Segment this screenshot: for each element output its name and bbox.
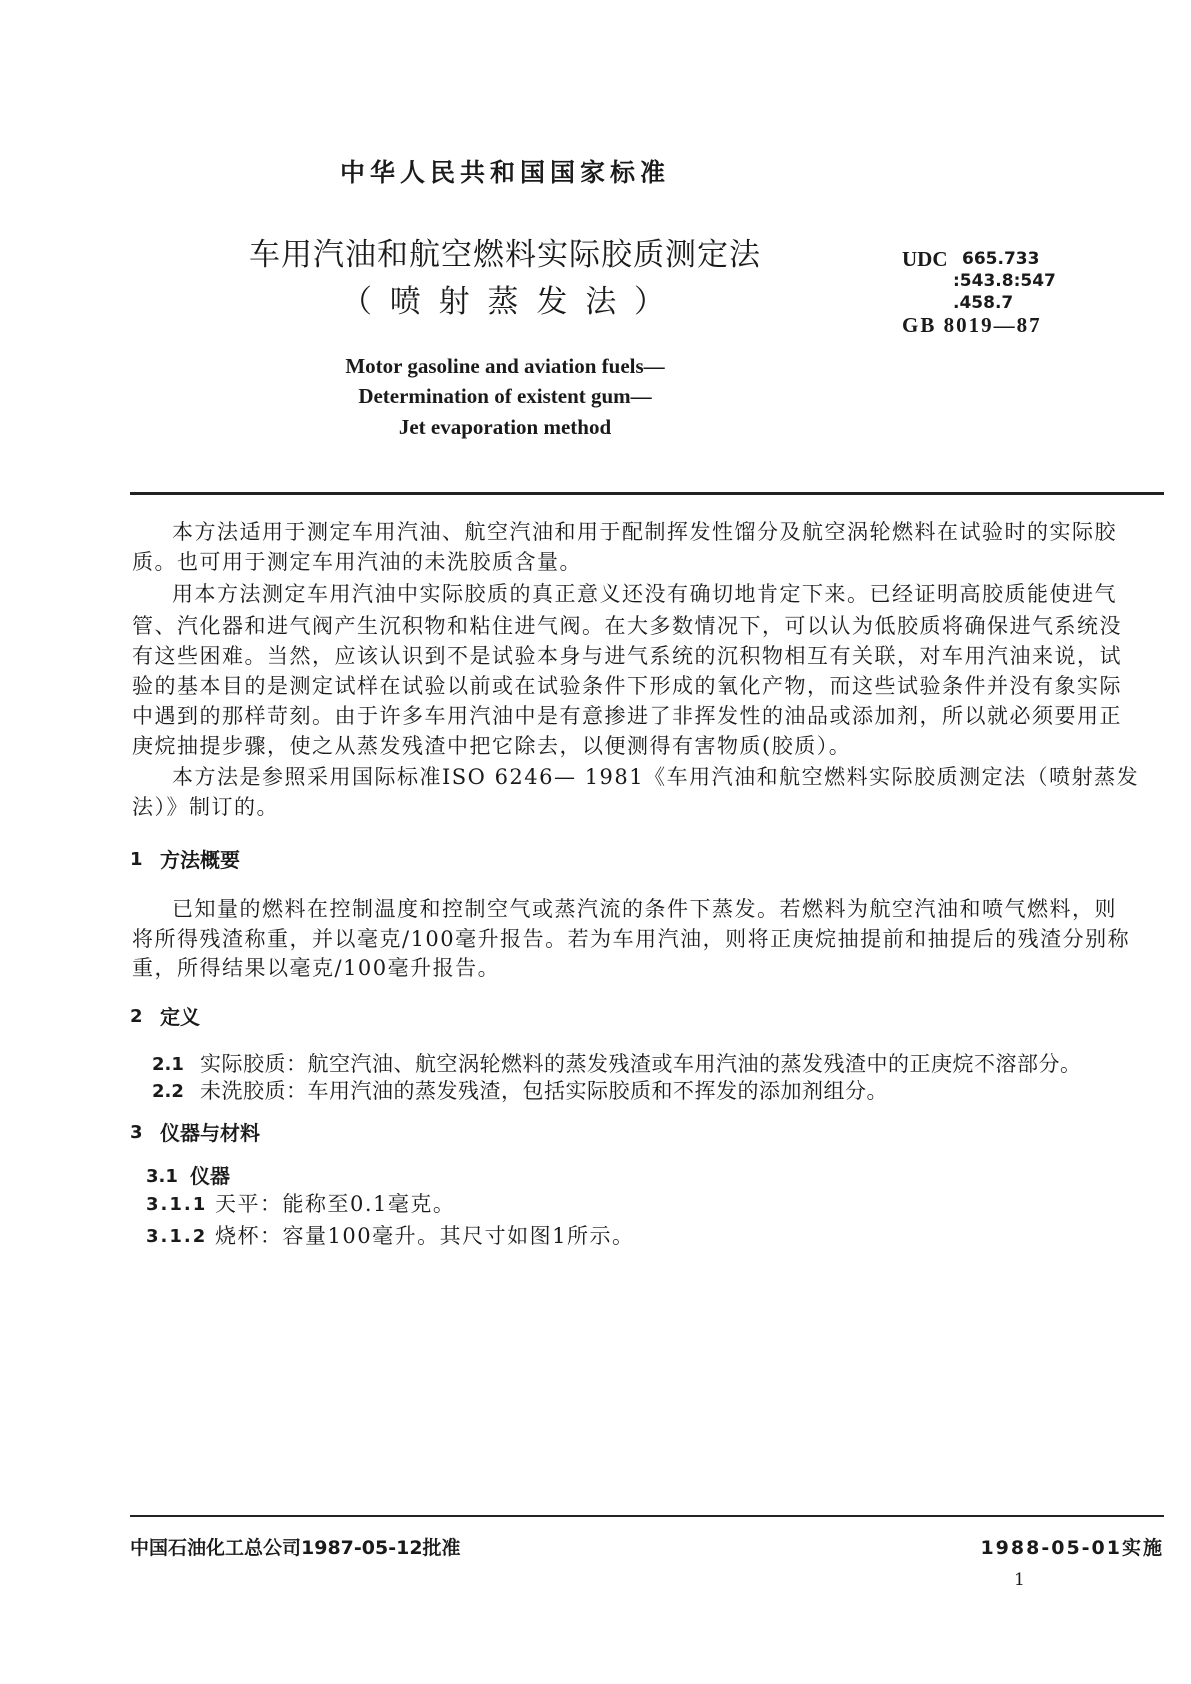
intro-line: 验的基本目的是测定试样在试验以前或在试验条件下形成的氧化产物，而这些试验条件并没有象实际: [132, 674, 1122, 698]
section-number: 1: [130, 849, 143, 870]
item-number: 3.1: [146, 1166, 178, 1187]
section-title: 方法概要: [160, 848, 240, 872]
standard-issuer: 中华人民共和国国家标准: [339, 158, 670, 187]
intro-line: 用本方法测定车用汽油中实际胶质的真正意义还没有确切地肯定下来。已经证明高胶质能使进气: [172, 582, 1117, 606]
item-text: 未洗胶质：车用汽油的蒸发残渣，包括实际胶质和不挥发的添加剂组分。: [200, 1079, 888, 1103]
approval-info: 中国石油化工总公司1987-05-12批准: [130, 1537, 461, 1559]
section-1-line: 将所得残渣称重，并以毫克/100毫升报告。若为车用汽油，则将正庚烷抽提前和抽提后的残渣分别称: [132, 927, 1131, 951]
item-number: 2.2: [152, 1081, 184, 1102]
intro-line: 本方法是参照采用国际标准ISO 6246— 1981《车用汽油和航空燃料实际胶质测定法（喷射蒸发: [172, 765, 1140, 789]
intro-line: 管、汽化器和进气阀产生沉积物和粘住进气阀。在大多数情况下，可以认为低胶质将确保进气系统没: [132, 614, 1122, 638]
section-1-line: 重，所得结果以毫克/100毫升报告。: [132, 956, 501, 980]
item-text: 实际胶质：航空汽油、航空涡轮燃料的蒸发残渣或车用汽油的蒸发残渣中的正庚烷不溶部分。: [200, 1052, 1082, 1076]
section-number: 2: [130, 1006, 143, 1027]
title-cn: 车用汽油和航空燃料实际胶质测定法: [249, 237, 761, 273]
udc-line-3: .458.7: [953, 293, 1014, 313]
intro-line: 有这些困难。当然，应该认识到不是试验本身与进气系统的沉积物相互有关联，对车用汽油来说，试: [132, 644, 1122, 668]
udc-line-1: 665.733: [962, 249, 1040, 269]
item-number: 3.1.2: [146, 1226, 208, 1247]
intro-line: 中遇到的那样苛刻。由于许多车用汽油中是有意掺进了非挥发性的油品或添加剂，所以就必须要用正: [132, 704, 1122, 728]
title-en-line-3: Jet evaporation method: [398, 415, 612, 439]
section-title: 定义: [160, 1005, 200, 1029]
udc-line-2: :543.8:547: [953, 271, 1056, 291]
subtitle-cn: （ 喷 射 蒸 发 法 ）: [340, 284, 670, 320]
intro-line: 庚烷抽提步骤，使之从蒸发残渣中把它除去，以便测得有害物质(胶质）。: [132, 734, 852, 758]
effective-date: 1988-05-01实施: [980, 1537, 1164, 1559]
page-number: 1: [1014, 1570, 1025, 1590]
title-en-line-1: Motor gasoline and aviation fuels—: [345, 354, 665, 378]
intro-line: 本方法适用于测定车用汽油、航空汽油和用于配制挥发性馏分及航空涡轮燃料在试验时的实际胶: [172, 520, 1117, 544]
section-1-line: 已知量的燃料在控制温度和控制空气或蒸汽流的条件下蒸发。若燃料为航空汽油和喷气燃料，则: [172, 897, 1117, 921]
header-divider: [130, 492, 1164, 495]
gb-number: GB 8019—87: [902, 313, 1042, 337]
item-number: 2.1: [152, 1054, 184, 1075]
item-text: 烧杯：容量100毫升。其尺寸如图1所示。: [215, 1224, 635, 1248]
subsection-title: 仪器: [190, 1164, 230, 1188]
intro-line: 质。也可用于测定车用汽油的未洗胶质含量。: [132, 550, 582, 574]
item-text: 天平：能称至0.1毫克。: [215, 1192, 456, 1216]
udc-label: UDC: [902, 247, 948, 271]
footer-divider: [130, 1515, 1164, 1517]
item-number: 3.1.1: [146, 1194, 208, 1215]
section-title: 仪器与材料: [160, 1121, 260, 1145]
title-en-line-2: Determination of existent gum—: [358, 384, 652, 408]
intro-line: 法）》制订的。: [132, 795, 279, 819]
section-number: 3: [130, 1122, 143, 1143]
